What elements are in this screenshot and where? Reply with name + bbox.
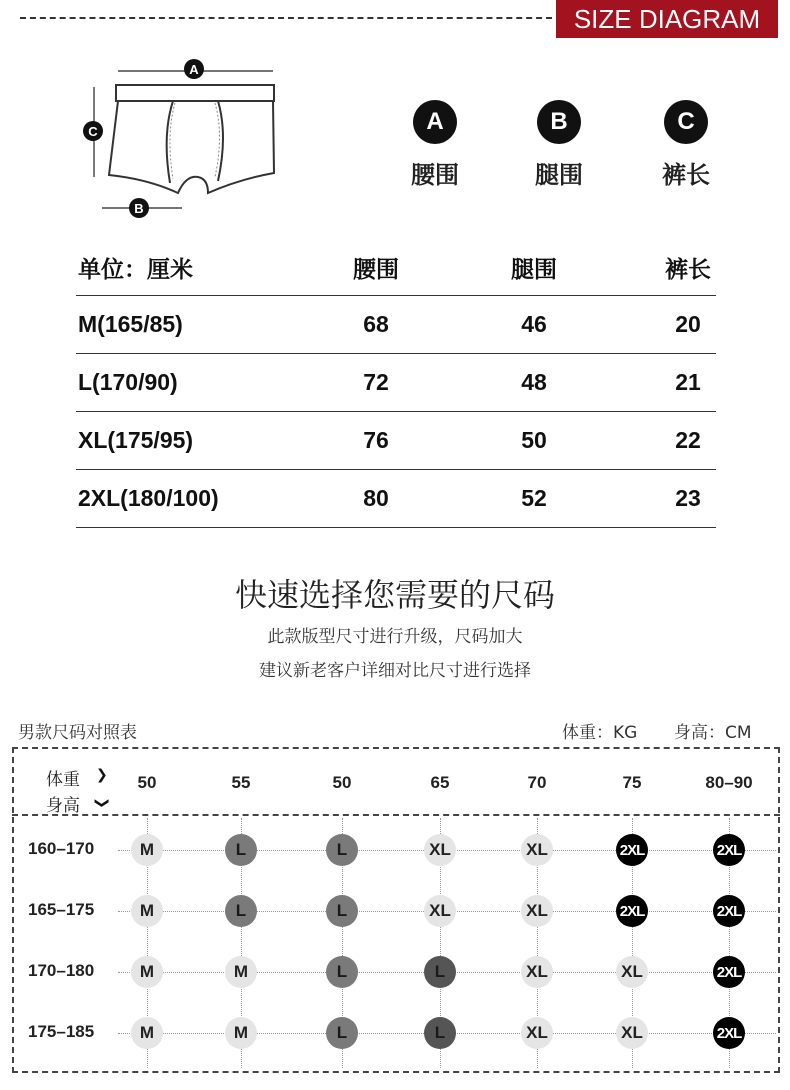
header-leg: 腿围: [511, 257, 557, 283]
height-label: 160–170: [28, 839, 95, 858]
weight-label: 50: [137, 773, 157, 792]
weight-label: 50: [332, 773, 352, 792]
badge-c: C: [664, 100, 708, 144]
row-leg: 48: [521, 369, 547, 395]
weight-label: 65: [430, 773, 450, 792]
row-waist: 72: [363, 369, 389, 395]
size-cell: XL: [521, 895, 553, 927]
row-waist: 80: [363, 485, 389, 511]
size-cell: 2XL: [713, 956, 745, 988]
header-unit: 单位：厘米: [78, 257, 193, 283]
height-label: 165–175: [28, 900, 95, 919]
chevron-down-icon: ❯: [93, 797, 110, 809]
header-banner: SIZE DIAGRAM: [556, 0, 778, 38]
table-row: [76, 412, 716, 470]
badge-c-caption: 裤长: [662, 161, 710, 189]
size-cell: L: [225, 834, 257, 866]
row-leg: 46: [521, 311, 547, 337]
size-cell: M: [225, 956, 257, 988]
guide-title: 快速选择您需要的尺码: [234, 576, 555, 614]
size-cell: 2XL: [713, 895, 745, 927]
size-cell: M: [131, 895, 163, 927]
axis-weight-label: 体重: [46, 770, 80, 790]
size-cell: XL: [521, 834, 553, 866]
table-row: [76, 296, 716, 354]
size-cell: M: [131, 956, 163, 988]
row-size: XL(175/95): [78, 427, 194, 453]
axis-height-label: 身高: [46, 796, 80, 816]
size-cell: 2XL: [713, 834, 745, 866]
size-cell: XL: [616, 1017, 648, 1049]
size-cell: L: [225, 895, 257, 927]
marker-a-letter: A: [189, 62, 199, 77]
size-cell: L: [424, 1017, 456, 1049]
size-cell: M: [131, 1017, 163, 1049]
size-cell: XL: [616, 956, 648, 988]
badge-a-caption: 腰围: [411, 161, 459, 189]
size-cell: 2XL: [616, 834, 648, 866]
size-cell: L: [326, 834, 358, 866]
size-cell: M: [131, 834, 163, 866]
size-cell: M: [225, 1017, 257, 1049]
unit-height: 身高：CM: [674, 723, 752, 743]
row-leg: 50: [521, 427, 547, 453]
marker-c-letter: C: [88, 124, 98, 139]
row-size: L(170/90): [78, 369, 178, 395]
guide-line-2: 建议新老客户详细对比尺寸进行选择: [259, 661, 531, 681]
size-cell: XL: [424, 834, 456, 866]
size-cell: XL: [521, 956, 553, 988]
size-cell: L: [326, 1017, 358, 1049]
size-cell: 2XL: [713, 1017, 745, 1049]
row-size: 2XL(180/100): [78, 485, 219, 511]
header-waist: 腰围: [353, 257, 399, 283]
unit-weight: 体重：KG: [562, 723, 638, 743]
weight-label: 80–90: [705, 773, 753, 792]
table-row: [76, 470, 716, 528]
size-cell: 2XL: [616, 895, 648, 927]
row-length: 20: [675, 311, 701, 337]
row-size: M(165/85): [78, 311, 183, 337]
weight-label: 70: [527, 773, 547, 792]
size-cell: L: [326, 956, 358, 988]
size-cell: XL: [424, 895, 456, 927]
weight-label: 75: [622, 773, 642, 792]
size-table: [76, 240, 716, 528]
row-waist: 68: [363, 311, 389, 337]
marker-b-letter: B: [134, 201, 144, 216]
badge-b-caption: 腿围: [535, 161, 583, 189]
header-length: 裤长: [665, 257, 711, 283]
size-cell: XL: [521, 1017, 553, 1049]
size-cell: L: [424, 956, 456, 988]
size-table-header: [76, 240, 716, 296]
row-leg: 52: [521, 485, 547, 511]
chart-title: 男款尺码对照表: [18, 723, 137, 743]
size-cell: L: [326, 895, 358, 927]
weight-label: 55: [231, 773, 251, 792]
row-length: 22: [675, 427, 701, 453]
table-row: [76, 354, 716, 412]
row-length: 23: [675, 485, 701, 511]
size-chart-separator: [12, 814, 780, 816]
badge-a: A: [413, 100, 457, 144]
height-label: 175–185: [28, 1022, 95, 1041]
row-waist: 76: [363, 427, 389, 453]
size-chart-frame: [12, 747, 780, 1073]
chevron-right-icon: ❯: [96, 767, 108, 783]
height-label: 170–180: [28, 961, 95, 980]
guide-line-1: 此款版型尺寸进行升级，尺码加大: [267, 627, 523, 647]
badge-b: B: [537, 100, 581, 144]
underwear-diagram: [78, 55, 288, 225]
row-length: 21: [675, 369, 701, 395]
header-dashed-line: [20, 17, 552, 19]
